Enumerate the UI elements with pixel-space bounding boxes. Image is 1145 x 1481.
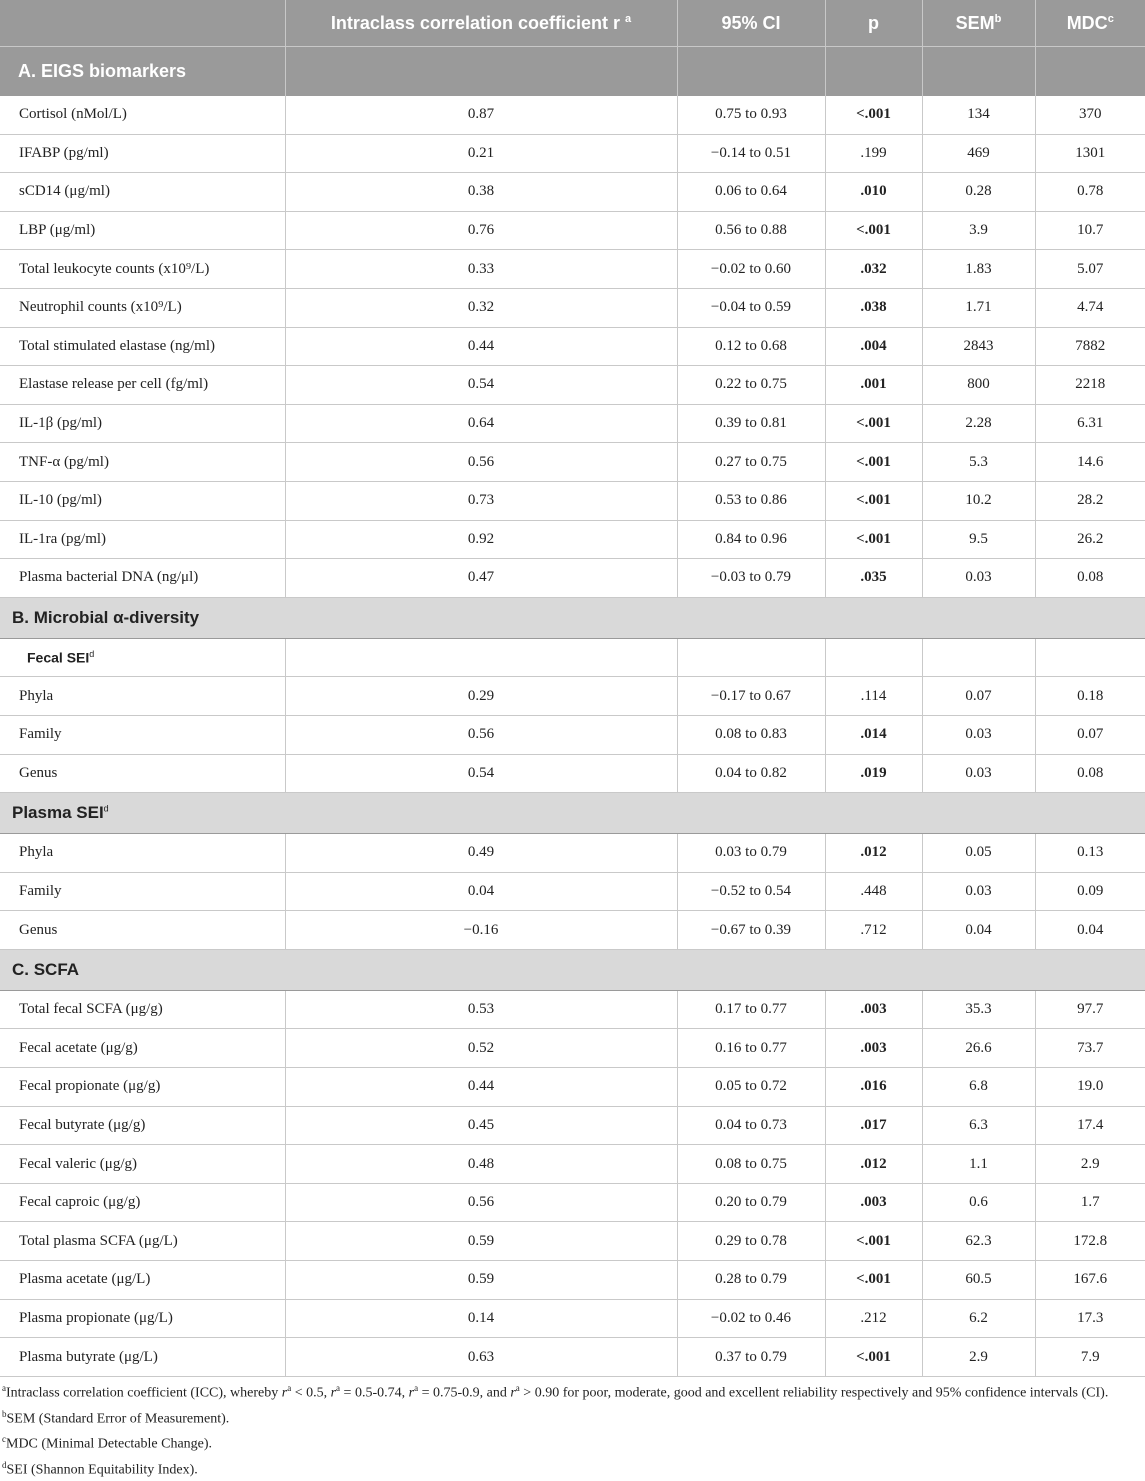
p-value: .017 [825,1106,922,1145]
icc-value: 0.49 [285,834,677,873]
footnote-b: $^b$SEM (Standard Error of Measurement). [2,1408,230,1427]
table-row [0,834,1145,873]
sem-value: 0.6 [922,1183,1035,1222]
p-value: <.001 [825,404,922,443]
mdc-value: 7.9 [1035,1338,1145,1377]
mdc-value: 0.78 [1035,173,1145,212]
row-label: Total plasma SCFA (μg/L) [0,1222,285,1261]
mdc-value: 0.13 [1035,834,1145,873]
table-row [0,443,1145,482]
row-label: Fecal propionate (μg/g) [0,1068,285,1107]
sem-value: 0.03 [922,872,1035,911]
table-row [0,1299,1145,1338]
table-row [0,366,1145,405]
section-header-row [0,949,1145,990]
table-row [0,96,1145,134]
icc-value: −0.16 [285,911,677,950]
row-label: Fecal valeric (μg/g) [0,1145,285,1184]
table-row [0,173,1145,212]
ci-value: 0.16 to 0.77 [677,1029,825,1068]
p-value: .003 [825,1183,922,1222]
sem-value: 6.3 [922,1106,1035,1145]
header-ci: 95% CI [677,0,825,47]
ci-value: 0.17 to 0.77 [677,990,825,1029]
mdc-value: 6.31 [1035,404,1145,443]
p-value: .004 [825,327,922,366]
row-label: Phyla [0,677,285,716]
icc-value: 0.56 [285,1183,677,1222]
section-title: C. SCFA [0,949,1145,990]
table-row [0,1068,1145,1107]
sem-value: 0.03 [922,754,1035,793]
sem-value: 10.2 [922,481,1035,520]
p-value: <.001 [825,211,922,250]
footnotes [2,1378,1137,1481]
icc-value: 0.44 [285,1068,677,1107]
p-value: .012 [825,1145,922,1184]
icc-value: 0.45 [285,1106,677,1145]
sem-value: 0.07 [922,677,1035,716]
sem-value: 0.28 [922,173,1035,212]
ci-value: 0.20 to 0.79 [677,1183,825,1222]
sem-value: 0.05 [922,834,1035,873]
mdc-value: 167.6 [1035,1261,1145,1300]
p-value: .448 [825,872,922,911]
mdc-value: 19.0 [1035,1068,1145,1107]
icc-value: 0.52 [285,1029,677,1068]
mdc-value: 1301 [1035,134,1145,173]
table-row [0,715,1145,754]
row-label: IL-10 (pg/ml) [0,481,285,520]
ci-value: 0.06 to 0.64 [677,173,825,212]
icc-value: 0.59 [285,1222,677,1261]
mdc-value: 2218 [1035,366,1145,405]
table-row [0,520,1145,559]
sem-value: 35.3 [922,990,1035,1029]
icc-value: 0.04 [285,872,677,911]
empty-cell [825,638,922,677]
footnote-a: $^a$Intraclass correlation coefficient (ICC), whereby $r^a < 0.5$, $r^a = 0.5-0.74$, $r^a = 0.75-0.9$, and $r^a > 0.90$ for poor, moderate, good and excellent reliability respectively and 95% confidence intervals (CI). [2,1383,1109,1401]
icc-value: 0.56 [285,443,677,482]
row-label: Total stimulated elastase (ng/ml) [0,327,285,366]
row-label: IL-1β (pg/ml) [0,404,285,443]
mdc-value: 0.04 [1035,911,1145,950]
row-label: Plasma acetate (μg/L) [0,1261,285,1300]
ci-value: 0.29 to 0.78 [677,1222,825,1261]
sem-value: 0.04 [922,911,1035,950]
p-value: .001 [825,366,922,405]
sem-value: 469 [922,134,1035,173]
mdc-value: 370 [1035,96,1145,134]
row-label: Family [0,872,285,911]
icc-value: 0.44 [285,327,677,366]
row-label: TNF-α (pg/ml) [0,443,285,482]
mdc-value: 5.07 [1035,250,1145,289]
p-value: <.001 [825,520,922,559]
mdc-value: 0.08 [1035,559,1145,598]
ci-value: 0.56 to 0.88 [677,211,825,250]
p-value: .212 [825,1299,922,1338]
empty-cell [922,638,1035,677]
p-value: .012 [825,834,922,873]
sem-value: 6.8 [922,1068,1035,1107]
row-label: Neutrophil counts (x10⁹/L) [0,288,285,327]
table-body [0,96,1145,1376]
icc-value: 0.73 [285,481,677,520]
ci-value: 0.22 to 0.75 [677,366,825,405]
icc-value: 0.21 [285,134,677,173]
table-row [0,1338,1145,1377]
table-row [0,288,1145,327]
sem-value: 9.5 [922,520,1035,559]
p-value: .016 [825,1068,922,1107]
p-value: .014 [825,715,922,754]
table-row [0,211,1145,250]
icc-value: 0.47 [285,559,677,598]
header-empty-cell [0,0,285,47]
ci-value: 0.27 to 0.75 [677,443,825,482]
icc-value: 0.54 [285,754,677,793]
subsection-header-row [0,638,1145,677]
row-label: Family [0,715,285,754]
table-row [0,481,1145,520]
footnote-d: $^d$SEI (Shannon Equitability Index). [2,1459,198,1478]
subheader-row [0,47,1145,97]
p-value: <.001 [825,96,922,134]
sem-value: 1.1 [922,1145,1035,1184]
row-label: Plasma propionate (μg/L) [0,1299,285,1338]
section-header-row [0,793,1145,834]
ci-value: −0.14 to 0.51 [677,134,825,173]
row-label: Fecal acetate (μg/g) [0,1029,285,1068]
sem-value: 62.3 [922,1222,1035,1261]
ci-value: −0.02 to 0.46 [677,1299,825,1338]
section-a-title: A. EIGS biomarkers [0,47,285,97]
table-row [0,1183,1145,1222]
ci-value: 0.28 to 0.79 [677,1261,825,1300]
icc-value: 0.54 [285,366,677,405]
ci-value: 0.04 to 0.82 [677,754,825,793]
icc-value: 0.53 [285,990,677,1029]
p-value: .010 [825,173,922,212]
mdc-value: 10.7 [1035,211,1145,250]
mdc-value: 14.6 [1035,443,1145,482]
ci-value: 0.75 to 0.93 [677,96,825,134]
table-row [0,134,1145,173]
sem-value: 60.5 [922,1261,1035,1300]
mdc-value: 97.7 [1035,990,1145,1029]
table-row [0,1261,1145,1300]
row-label: Genus [0,911,285,950]
mdc-value: 2.9 [1035,1145,1145,1184]
icc-value: 0.38 [285,173,677,212]
p-value: .199 [825,134,922,173]
icc-value: 0.33 [285,250,677,289]
row-label: Plasma butyrate (μg/L) [0,1338,285,1377]
row-label: IL-1ra (pg/ml) [0,520,285,559]
ci-value: 0.03 to 0.79 [677,834,825,873]
sem-value: 0.03 [922,715,1035,754]
icc-value: 0.87 [285,96,677,134]
icc-value: 0.63 [285,1338,677,1377]
icc-value: 0.92 [285,520,677,559]
table-row [0,677,1145,716]
row-label: Total leukocyte counts (x10⁹/L) [0,250,285,289]
empty-cell [1035,638,1145,677]
subsection-title: Fecal SEI$^d$ [0,638,285,677]
ci-value: −0.67 to 0.39 [677,911,825,950]
table-row [0,754,1145,793]
sem-value: 6.2 [922,1299,1035,1338]
mdc-value: 4.74 [1035,288,1145,327]
sem-value: 3.9 [922,211,1035,250]
table-row [0,1145,1145,1184]
ci-value: −0.04 to 0.59 [677,288,825,327]
table-row [0,404,1145,443]
p-value: .038 [825,288,922,327]
icc-value: 0.76 [285,211,677,250]
section-header-row [0,597,1145,638]
mdc-value: 0.09 [1035,872,1145,911]
header-sem: SEM$^b$ [922,0,1035,47]
row-label: Total fecal SCFA (μg/g) [0,990,285,1029]
mdc-value: 73.7 [1035,1029,1145,1068]
mdc-value: 7882 [1035,327,1145,366]
sem-value: 1.83 [922,250,1035,289]
ci-value: 0.84 to 0.96 [677,520,825,559]
icc-value: 0.48 [285,1145,677,1184]
icc-value: 0.29 [285,677,677,716]
mdc-value: 28.2 [1035,481,1145,520]
sem-value: 2.9 [922,1338,1035,1377]
ci-value: −0.02 to 0.60 [677,250,825,289]
table-row [0,250,1145,289]
table-row [0,1106,1145,1145]
footnote-c: $^c$MDC (Minimal Detectable Change). [2,1434,213,1452]
header-mdc: MDC$^c$ [1035,0,1145,47]
p-value: <.001 [825,443,922,482]
ci-value: 0.04 to 0.73 [677,1106,825,1145]
icc-value: 0.56 [285,715,677,754]
table-row [0,990,1145,1029]
row-label: Genus [0,754,285,793]
table-row [0,872,1145,911]
sem-value: 0.03 [922,559,1035,598]
p-value: .035 [825,559,922,598]
icc-value: 0.59 [285,1261,677,1300]
ci-value: 0.37 to 0.79 [677,1338,825,1377]
row-label: Phyla [0,834,285,873]
ci-value: 0.39 to 0.81 [677,404,825,443]
sem-value: 5.3 [922,443,1035,482]
mdc-value: 1.7 [1035,1183,1145,1222]
p-value: .032 [825,250,922,289]
row-label: Fecal butyrate (μg/g) [0,1106,285,1145]
sem-value: 26.6 [922,1029,1035,1068]
icc-value: 0.32 [285,288,677,327]
table-row [0,1222,1145,1261]
table-row [0,327,1145,366]
ci-value: −0.17 to 0.67 [677,677,825,716]
p-value: .003 [825,990,922,1029]
table-row [0,1029,1145,1068]
section-title: B. Microbial α-diversity [0,597,1145,638]
ci-value: −0.03 to 0.79 [677,559,825,598]
ci-value: 0.08 to 0.83 [677,715,825,754]
mdc-value: 26.2 [1035,520,1145,559]
sem-value: 134 [922,96,1035,134]
p-value: .712 [825,911,922,950]
header-p: p [825,0,922,47]
row-label: IFABP (pg/ml) [0,134,285,173]
row-label: LBP (μg/ml) [0,211,285,250]
row-label: Plasma bacterial DNA (ng/μl) [0,559,285,598]
header-icc: Intraclass correlation coefficient r $^a$ [285,0,677,47]
sem-value: 1.71 [922,288,1035,327]
ci-value: 0.12 to 0.68 [677,327,825,366]
p-value: .003 [825,1029,922,1068]
icc-value: 0.14 [285,1299,677,1338]
ci-value: 0.53 to 0.86 [677,481,825,520]
mdc-value: 0.07 [1035,715,1145,754]
row-label: Elastase release per cell (fg/ml) [0,366,285,405]
row-label: Cortisol (nMol/L) [0,96,285,134]
row-label: sCD14 (μg/ml) [0,173,285,212]
ci-value: 0.08 to 0.75 [677,1145,825,1184]
mdc-value: 0.18 [1035,677,1145,716]
row-label: Fecal caproic (μg/g) [0,1183,285,1222]
sem-value: 800 [922,366,1035,405]
icc-value: 0.64 [285,404,677,443]
p-value: <.001 [825,481,922,520]
mdc-value: 17.4 [1035,1106,1145,1145]
sem-value: 2.28 [922,404,1035,443]
header-row [0,0,1145,47]
p-value: <.001 [825,1261,922,1300]
p-value: .114 [825,677,922,716]
p-value: <.001 [825,1222,922,1261]
section-title: Plasma SEI$^d$ [0,793,1145,834]
ci-value: 0.05 to 0.72 [677,1068,825,1107]
p-value: <.001 [825,1338,922,1377]
empty-cell [677,638,825,677]
mdc-value: 0.08 [1035,754,1145,793]
table-row [0,559,1145,598]
p-value: .019 [825,754,922,793]
table-row [0,911,1145,950]
mdc-value: 17.3 [1035,1299,1145,1338]
empty-cell [285,638,677,677]
sem-value: 2843 [922,327,1035,366]
mdc-value: 172.8 [1035,1222,1145,1261]
ci-value: −0.52 to 0.54 [677,872,825,911]
